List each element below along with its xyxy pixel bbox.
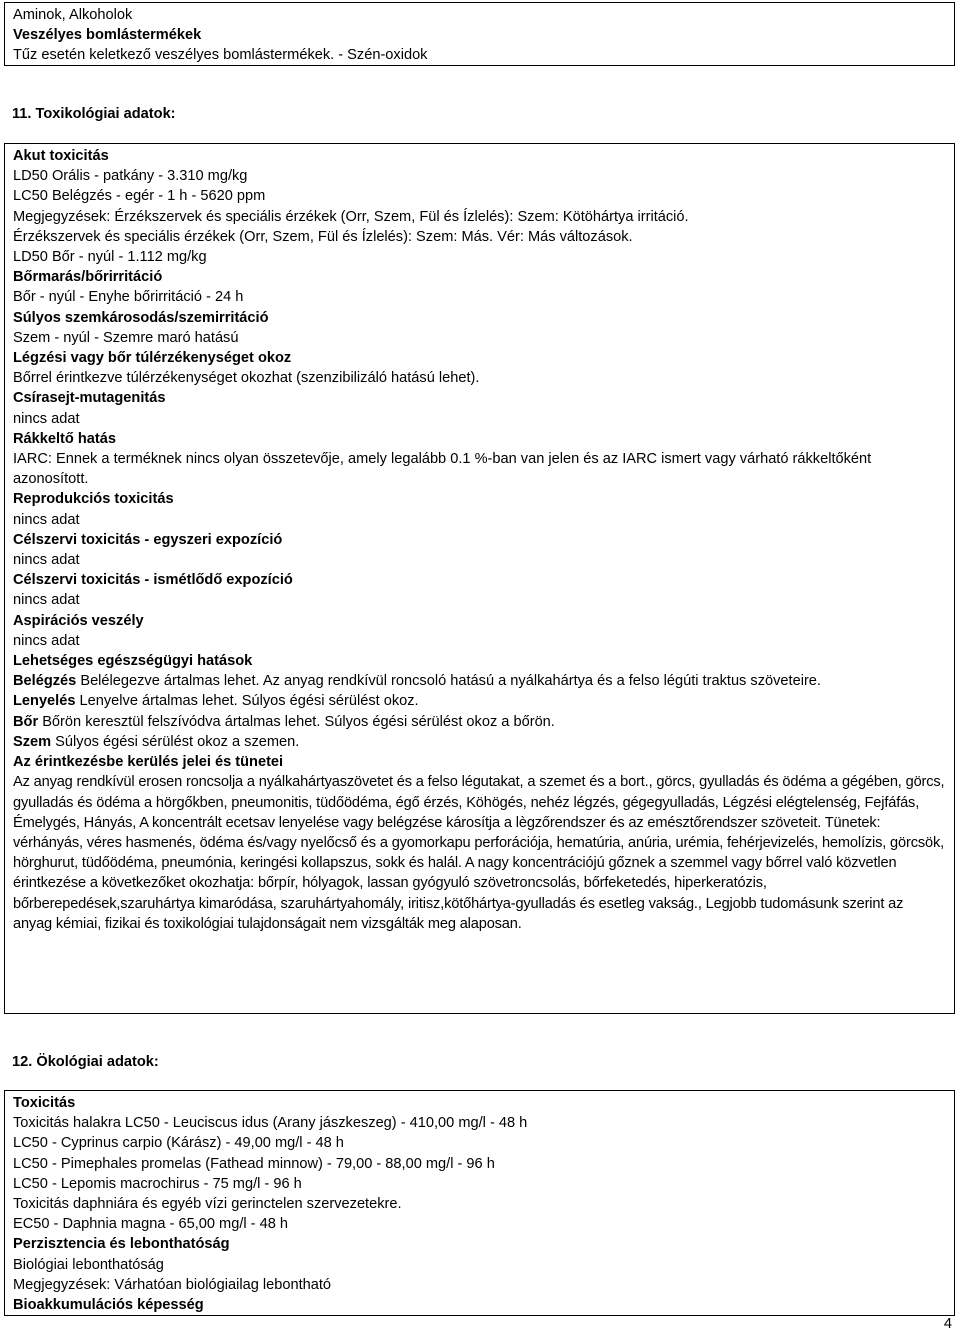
symptoms-paragraph: Az anyag rendkívül erosen roncsolja a nyálkahártyaszövetet és a felso légutakat, a szemet és a bort., görcs, gyulladás és ödéma a gégében, görcs, gyulladás és ödéma a hörgőkben, pneumonitis, tüdőödéma, égő érzés, Köhögés, nehéz légzés, gégegyulladás, Légzési elégtelenség, Fejfáfás, Émelygés, Hányás, A koncentrált ecetsav lenyelése vagy belégzése károsítja a lègzőrendszer és az emésztőrendszer szöveteit. Tünetek: vérhányás, véres hasmenés, ödéma és/vagy nyelőcső és a gyomorkapu perforációja, hematúria, anúria, urémia, fehérjevizelés, hemolízis, görcsök, hörghurut, tüdőödéma, pneumónia, keringési kollapszus, sokk és halál. A nagy koncentrációjú gőznek a szemmel vagy bőrrel való közvetlen érintkezése a következőket okozhatja: bőrpír, hólyagok, lassan gyógyuló szövetroncsolás, bőrfeketedés, hiperkeratózis, bőrberepedések,szaruhártya kimaródása, szaruhártyahomály, iritisz,kötőhártya-gyulladás és esetleg vakság., Legjobb tudomásunk szerint az anyag kémiai, fizikai és toxikológiai tulajdonságait nem vizsgálták meg alaposan. (13, 774, 945, 932)
text-line: nincs adat (13, 410, 80, 427)
text-line: Tűz esetén keletkező veszélyes bomlástermékek. - Szén-oxidok (13, 47, 428, 64)
text-line: Toxicitás halakra LC50 - Leuciscus idus (Arany jászkeszeg) - 410,00 mg/l - 48 h (13, 1115, 528, 1132)
subheading: Csírasejt-mutagenitás (13, 390, 166, 407)
text-line: Megjegyzések: Érzékszervek és speciális érzékek (Orr, Szem, Fül és Ízlelés): Szem: Kötöhártya irritáció. (13, 208, 689, 225)
text-line: LD50 Bőr - nyúl - 1.112 mg/kg (13, 249, 207, 266)
text-line: nincs adat (13, 552, 80, 569)
page-number: 4 (943, 1315, 952, 1332)
subheading: Bioakkumulációs képesség (13, 1297, 204, 1314)
term-text: Bőrön keresztül felszívódva ártalmas lehet. Súlyos égési sérülést okoz a bőrön. (38, 713, 555, 730)
text-line: Biológiai lebonthatóság (13, 1256, 164, 1273)
ecology-box (4, 1090, 955, 1316)
text-line: LC50 - Cyprinus carpio (Kárász) - 49,00 mg/l - 48 h (13, 1135, 344, 1152)
subheading: Célszervi toxicitás - ismétlődő expozíció (13, 572, 293, 589)
text-line: Bőrrel érintkezve túlérzékenységet okozhat (szenzibilizáló hatású lehet). (13, 370, 480, 387)
subheading: Reprodukciós toxicitás (13, 491, 174, 508)
term-text: Belélegezve ártalmas lehet. Az anyag rendkívül roncsoló hatású a nyálkahártya és a felso légúti traktus szöveteire. (76, 673, 821, 690)
subheading: Rákkeltő hatás (13, 430, 117, 447)
subheading: Akut toxicitás (13, 148, 109, 164)
text-line (13, 712, 954, 732)
text-line: Aminok, Alkoholok (13, 7, 133, 23)
term-label: Belégzés (13, 673, 77, 690)
section-12-heading: 12. Ökológiai adatok: (12, 1054, 159, 1070)
text-paragraph: IARC: Ennek a terméknek nincs olyan összetevője, amely legalább 0.1 %-ban van jelen és az IARC ismert vagy várható rákkeltőként azonosított. (13, 451, 872, 488)
text-line: LD50 Orális - patkány - 3.310 mg/kg (13, 168, 248, 185)
text-line: nincs adat (13, 632, 80, 649)
text-paragraph (13, 671, 954, 691)
section-11-heading: 11. Toxikológiai adatok: (12, 106, 176, 122)
subheading: Bőrmarás/bőrirritáció (13, 269, 163, 286)
text-line: LC50 Belégzés - egér - 1 h - 5620 ppm (13, 188, 266, 205)
text-line: LC50 - Lepomis macrochirus - 75 mg/l - 96 h (13, 1175, 302, 1192)
text-line: nincs adat (13, 511, 80, 528)
term-text: Súlyos égési sérülést okoz a szemen. (51, 733, 300, 750)
subheading: Perzisztencia és lebonthatóság (13, 1236, 230, 1253)
text-line: Toxicitás daphniára és egyéb vízi gerinctelen szervezetekre. (13, 1196, 402, 1213)
term-label: Bőr (13, 713, 39, 730)
term-label: Szem (13, 733, 52, 750)
text-line: EC50 - Daphnia magna - 65,00 mg/l - 48 h (13, 1216, 289, 1233)
text-line: Érzékszervek és speciális érzékek (Orr, Szem, Fül és Ízlelés): Szem: Más. Vér: Más változások. (13, 228, 633, 245)
text-line: LC50 - Pimephales promelas (Fathead minnow) - 79,00 - 88,00 mg/l - 96 h (13, 1155, 495, 1172)
subheading: Toxicitás (13, 1095, 76, 1111)
fire-hazard-box (4, 2, 955, 66)
term-text: Lenyelve ártalmas lehet. Súlyos égési sérülést okoz. (75, 693, 419, 710)
text-line: Bőr - nyúl - Enyhe bőrirritáció - 24 h (13, 289, 244, 306)
subheading: Lehetséges egészségügyi hatások (13, 653, 253, 670)
text-line: Megjegyzések: Várhatóan biológiailag lebontható (13, 1276, 332, 1293)
text-line: nincs adat (13, 592, 80, 609)
text-line: Szem - nyúl - Szemre maró hatású (13, 329, 239, 346)
term-label: Lenyelés (13, 693, 76, 710)
subheading: Az érintkezésbe kerülés jelei és tünetei (13, 754, 284, 771)
text-line (13, 691, 954, 711)
toxicology-box (4, 143, 955, 1014)
subheading: Célszervi toxicitás - egyszeri expozíció (13, 531, 283, 548)
subheading: Súlyos szemkárosodás/szemirritáció (13, 309, 269, 326)
subheading: Aspirációs veszély (13, 612, 144, 629)
text-line (13, 732, 954, 752)
subheading: Veszélyes bomlástermékek (13, 27, 202, 44)
subheading: Légzési vagy bőr túlérzékenységet okoz (13, 350, 292, 367)
